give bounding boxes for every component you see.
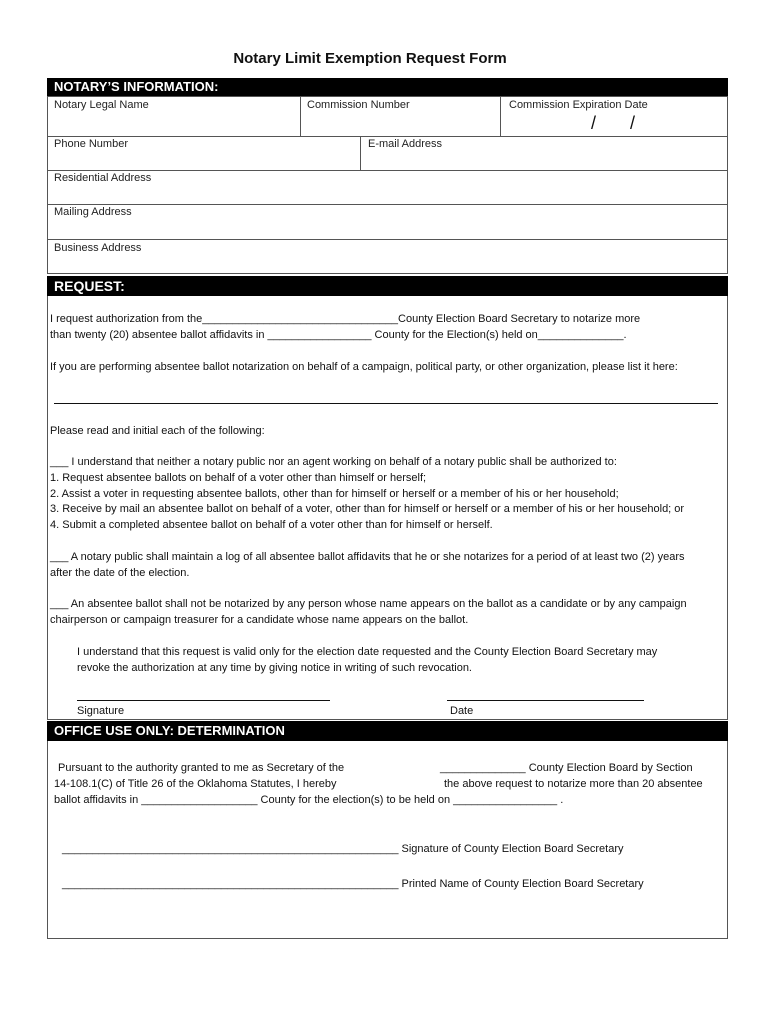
initial-item-1[interactable]: ___ I understand that neither a notary public nor an agent working on behalf of a notary public shall be authorized to: bbox=[50, 456, 617, 468]
determination-left-1: Pursuant to the authority granted to me as Secretary of the bbox=[58, 762, 345, 774]
notary-legal-name-field[interactable]: Notary Legal Name bbox=[54, 99, 149, 111]
list-item: 1. Request absentee ballots on behalf of a voter other than himself or herself; bbox=[50, 472, 427, 484]
form-title: Notary Limit Exemption Request Form bbox=[233, 50, 507, 67]
divider bbox=[47, 170, 728, 171]
request-section-header: REQUEST: bbox=[47, 276, 728, 296]
acknowledgement-line-1: I understand that this request is valid only for the election date requested and the County Election Board Secretary may bbox=[77, 646, 658, 658]
business-address-field[interactable]: Business Address bbox=[54, 242, 142, 254]
divider bbox=[47, 136, 728, 137]
commission-expiration-field[interactable]: Commission Expiration Date bbox=[509, 99, 648, 111]
commission-number-field[interactable]: Commission Number bbox=[307, 99, 410, 111]
notary-info-box bbox=[47, 96, 728, 274]
initial-prompt: Please read and initial each of the following: bbox=[50, 425, 265, 437]
initial-item-2[interactable]: ___ A notary public shall maintain a log of all absentee ballot affidavits that he or she notarizes for a period of at least two (2) years bbox=[50, 551, 685, 563]
organization-line[interactable] bbox=[54, 403, 718, 404]
determination-left-2: 14-108.1(C) of Title 26 of the Oklahoma Statutes, I hereby bbox=[54, 778, 337, 790]
initial-item-3[interactable]: ___ An absentee ballot shall not be notarized by any person whose name appears on the ballot as a candidate or by any campaign bbox=[50, 598, 687, 610]
divider bbox=[300, 96, 301, 136]
request-line-1[interactable]: I request authorization from the________________________________County Election Board Secretary to notarize more bbox=[50, 313, 641, 325]
secretary-printed-name-line[interactable]: _______________________________________________________ Printed Name of County Election Board Secretary bbox=[62, 878, 644, 890]
initial-item-3-cont: chairperson or campaign treasurer for a candidate whose name appears on the ballot. bbox=[50, 614, 469, 626]
divider bbox=[500, 96, 501, 136]
date-label: Date bbox=[450, 705, 474, 717]
determination-right-2: the above request to notarize more than 20 absentee bbox=[444, 778, 703, 790]
request-line-2[interactable]: than twenty (20) absentee ballot affidavits in _________________ County for the Election(s) held on______________. bbox=[50, 329, 627, 341]
date-slash: / bbox=[591, 113, 597, 133]
date-slash: / bbox=[630, 113, 636, 133]
mailing-address-field[interactable]: Mailing Address bbox=[54, 206, 132, 218]
organization-prompt: If you are performing absentee ballot notarization on behalf of a campaign, political party, or other organization, please list it here: bbox=[50, 361, 678, 373]
phone-number-field[interactable]: Phone Number bbox=[54, 138, 128, 150]
signature-line[interactable] bbox=[77, 700, 330, 701]
email-address-field[interactable]: E-mail Address bbox=[368, 138, 442, 150]
list-item: 3. Receive by mail an absentee ballot on behalf of a voter, other than for himself or herself or a member of his or her household; or bbox=[50, 503, 685, 515]
acknowledgement-line-2: revoke the authorization at any time by giving notice in writing of such revocation. bbox=[77, 662, 472, 674]
list-item: 4. Submit a completed absentee ballot on behalf of a voter other than for himself or herself. bbox=[50, 519, 493, 531]
residential-address-field[interactable]: Residential Address bbox=[54, 172, 152, 184]
initial-item-2-cont: after the date of the election. bbox=[50, 567, 190, 579]
divider bbox=[47, 204, 728, 205]
divider bbox=[360, 136, 361, 170]
secretary-signature-line[interactable]: _______________________________________________________ Signature of County Election Board Secretary bbox=[62, 843, 624, 855]
date-line[interactable] bbox=[447, 700, 644, 701]
office-section-header: OFFICE USE ONLY: DETERMINATION bbox=[47, 721, 728, 741]
notary-section-header: NOTARY’S INFORMATION: bbox=[47, 78, 728, 96]
divider bbox=[47, 239, 728, 240]
signature-label: Signature bbox=[77, 705, 125, 717]
determination-right-1[interactable]: ______________ County Election Board by Section bbox=[440, 762, 693, 774]
determination-line-3[interactable]: ballot affidavits in ___________________ County for the election(s) to be held on _________________ . bbox=[54, 794, 564, 806]
list-item: 2. Assist a voter in requesting absentee ballots, other than for himself or herself or a member of his or her household; bbox=[50, 488, 619, 500]
